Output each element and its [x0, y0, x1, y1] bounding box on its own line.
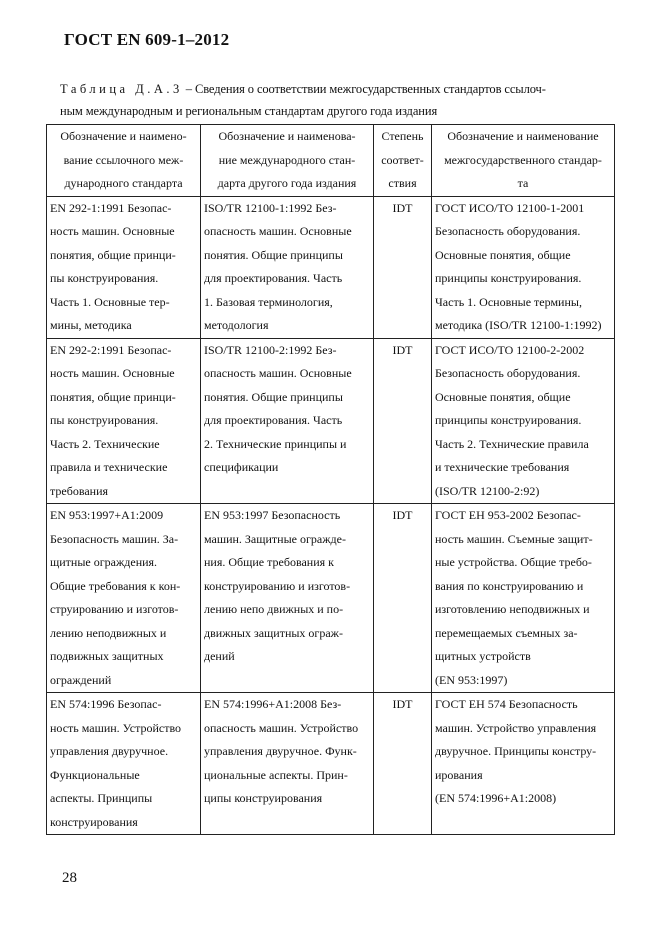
- table-row: [47, 693, 615, 835]
- cell-line: щитные ограждения.: [50, 555, 158, 569]
- cell-line: ирования: [435, 767, 483, 782]
- cell-line: опасность машин. Основные: [204, 224, 352, 238]
- cell-line: EN 953:1997+A1:2009: [50, 508, 164, 522]
- cell-line: EN 574:1996+A1:2008 Без-: [204, 697, 342, 711]
- cell-line: методика (ISO/TR 12100-1:1992): [435, 318, 602, 332]
- cell-line: вания по конструированию и: [435, 578, 584, 593]
- cell-line: ность машин. Основные: [50, 366, 175, 380]
- header-line: ние международного стан-: [218, 152, 356, 167]
- cell-line: ГОСТ ИСО/ТО 12100-2-2002: [435, 342, 585, 357]
- header-line: ствия: [388, 176, 417, 190]
- header-line: Обозначение и наимено-: [60, 129, 187, 143]
- cell-line: ISO/TR 12100-2:1992 Без-: [204, 342, 337, 357]
- cell-line: ность машин. Основные: [50, 224, 175, 238]
- cell-line: пы конструирования.: [50, 413, 159, 427]
- cell-line: ограждений: [50, 672, 112, 687]
- cell-intl-standard: [201, 338, 374, 504]
- cell-line: мины, методика: [50, 318, 132, 332]
- cell-line: движных защитных ограж-: [204, 625, 343, 640]
- header-line: Обозначение и наименова-: [218, 129, 356, 143]
- header-line: межгосударственного стандар-: [444, 152, 602, 167]
- cell-line: методология: [204, 318, 269, 332]
- cell-line: для проектирования. Часть: [204, 413, 343, 427]
- header-line: дарта другого года издания: [217, 176, 357, 190]
- cell-line: и технические требования: [435, 460, 570, 474]
- cell-line: дений: [204, 649, 235, 663]
- header-line: Обозначение и наименование: [447, 129, 599, 143]
- cell-gost-standard: [432, 196, 615, 338]
- cell-gost-standard: [432, 338, 615, 504]
- cell-line: подвижных защитных: [50, 649, 164, 663]
- cell-line: понятия. Общие принципы: [204, 247, 343, 262]
- cell-line: (EN 574:1996+A1:2008): [435, 791, 557, 805]
- header-line: соответ-: [381, 152, 424, 167]
- cell-line: лению неподвижных и: [50, 625, 167, 640]
- cell-line: ISO/TR 12100-1:1992 Без-: [204, 200, 337, 215]
- cell-line: 2. Технические принципы и: [204, 436, 347, 451]
- cell-line: ГОСТ ЕН 574 Безопасность: [435, 697, 578, 711]
- cell-line: EN 574:1996 Безопас-: [50, 697, 162, 711]
- cell-line: ципы конструирования: [204, 791, 323, 805]
- cell-intl-standard: [201, 693, 374, 835]
- cell-line: ность машин. Съемные защит-: [435, 531, 593, 546]
- cell-line: опасность машин. Основные: [204, 366, 352, 380]
- cell-line: ГОСТ ИСО/ТО 12100-1-2001: [435, 200, 585, 215]
- page-number: 28: [62, 870, 77, 886]
- cell-line: принципы конструирования.: [435, 271, 582, 285]
- cell-line: Часть 1. Основные тер-: [50, 294, 170, 309]
- cell-line: (EN 953:1997): [435, 672, 508, 687]
- cell-line: EN 292-2:1991 Безопас-: [50, 342, 172, 357]
- cell-degree: IDT: [374, 693, 432, 835]
- cell-line: Безопасность оборудования.: [435, 224, 581, 238]
- cell-ref-standard: [47, 693, 201, 835]
- cell-degree: IDT: [374, 338, 432, 504]
- table-row: [47, 338, 615, 504]
- cell-line: аспекты. Принципы: [50, 791, 153, 805]
- cell-line: требования: [50, 483, 109, 498]
- cell-line: конструированию и изготов-: [204, 578, 351, 593]
- cell-ref-standard: [47, 338, 201, 504]
- cell-line: ность машин. Устройство: [50, 720, 182, 735]
- cell-line: ные устройства. Общие требо-: [435, 555, 592, 569]
- cell-line: 1. Базовая терминология,: [204, 294, 333, 309]
- cell-degree: IDT: [374, 504, 432, 693]
- cell-line: понятия, общие принци-: [50, 389, 176, 404]
- cell-ref-standard: [47, 196, 201, 338]
- cell-gost-standard: [432, 693, 615, 835]
- cell-line: Функциональные: [50, 767, 140, 782]
- cell-line: EN 292-1:1991 Безопас-: [50, 200, 172, 215]
- cell-intl-standard: [201, 196, 374, 338]
- cell-line: принципы конструирования.: [435, 413, 582, 427]
- header-ref-standard: [47, 125, 201, 197]
- cell-line: опасность машин. Устройство: [204, 720, 359, 735]
- cell-line: Часть 1. Основные термины,: [435, 294, 582, 309]
- cell-line: циональные аспекты. Прин-: [204, 767, 348, 782]
- cell-degree: IDT: [374, 196, 432, 338]
- header-degree: [374, 125, 432, 197]
- cell-line: (ISO/TR 12100-2:92): [435, 483, 540, 498]
- cell-line: для проектирования. Часть: [204, 271, 343, 285]
- standards-table: [46, 124, 615, 835]
- cell-line: щитных устройств: [435, 649, 531, 663]
- table-header-row: [47, 125, 615, 197]
- table-caption-text-cont: ным международным и региональным стандартам другого года издания: [60, 104, 438, 118]
- table-row: [47, 196, 615, 338]
- table-caption-text: – Сведения о соответствии межгосударственных стандартов ссылоч-: [182, 82, 546, 96]
- cell-intl-standard: [201, 504, 374, 693]
- cell-line: управления двуручное. Функ-: [204, 744, 357, 758]
- header-line: Степень: [381, 129, 424, 143]
- cell-line: правила и технические: [50, 460, 168, 474]
- cell-line: струированию и изготов-: [50, 602, 179, 616]
- cell-line: Часть 2. Технические правила: [435, 436, 589, 451]
- document-title: ГОСТ EN 609-1–2012: [64, 30, 230, 49]
- cell-ref-standard: [47, 504, 201, 693]
- cell-line: ГОСТ ЕН 953-2002 Безопас-: [435, 508, 581, 522]
- header-gost-standard: [432, 125, 615, 197]
- cell-line: Основные понятия, общие: [435, 247, 571, 262]
- cell-line: лению непо движных и по-: [204, 602, 344, 616]
- table-caption: [60, 78, 620, 122]
- cell-line: Общие требования к кон-: [50, 578, 181, 593]
- cell-line: Безопасность машин. За-: [50, 531, 179, 546]
- cell-line: конструирования: [50, 814, 138, 829]
- header-intl-standard: [201, 125, 374, 197]
- header-line: та: [517, 176, 529, 190]
- cell-line: пы конструирования.: [50, 271, 159, 285]
- cell-line: спецификации: [204, 460, 279, 474]
- cell-line: машин. Устройство управления: [435, 720, 597, 735]
- cell-line: управления двуручное.: [50, 744, 169, 758]
- table-row: [47, 504, 615, 693]
- cell-gost-standard: [432, 504, 615, 693]
- cell-line: понятия. Общие принципы: [204, 389, 343, 404]
- cell-line: изготовлению неподвижных и: [435, 602, 590, 616]
- cell-line: Основные понятия, общие: [435, 389, 571, 404]
- cell-line: двуручное. Принципы констру-: [435, 744, 597, 758]
- cell-line: Часть 2. Технические: [50, 436, 160, 451]
- cell-line: понятия, общие принци-: [50, 247, 176, 262]
- cell-line: ния. Общие требования к: [204, 555, 334, 569]
- header-line: дународного стандарта: [64, 176, 183, 190]
- table-caption-label: Таблица Д.А.3: [60, 82, 183, 96]
- cell-line: EN 953:1997 Безопасность: [204, 508, 341, 522]
- cell-line: машин. Защитные огражде-: [204, 531, 346, 546]
- cell-line: перемещаемых съемных за-: [435, 625, 578, 640]
- cell-line: Безопасность оборудования.: [435, 366, 581, 380]
- table-body: [47, 196, 615, 835]
- header-line: вание ссылочного меж-: [63, 152, 184, 167]
